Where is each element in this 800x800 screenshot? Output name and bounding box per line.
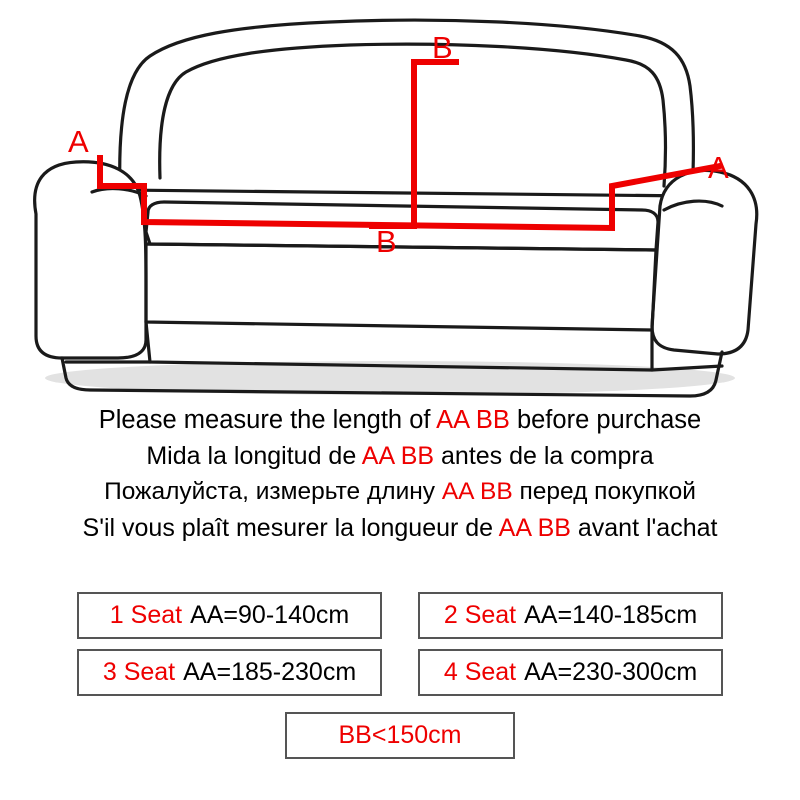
instruction-post-ru: перед покупкой bbox=[512, 478, 696, 505]
sofa-right-arm bbox=[652, 170, 757, 354]
seat-label-4: 4 Seat bbox=[443, 658, 517, 686]
instruction-pre-es: Mida la longitud de bbox=[146, 442, 362, 470]
label-a-right: A bbox=[708, 150, 729, 185]
instruction-line-fr bbox=[0, 510, 800, 546]
bb-note-box: BB<150cm bbox=[285, 712, 515, 759]
instruction-post-en: before purchase bbox=[509, 406, 702, 434]
seat-row-1 bbox=[0, 592, 800, 639]
instruction-line-es bbox=[0, 438, 800, 474]
instruction-highlight-es: AA BB bbox=[361, 442, 435, 470]
instruction-highlight-en: AA BB bbox=[436, 406, 510, 434]
instruction-highlight-fr: AA BB bbox=[498, 514, 571, 542]
instruction-highlight-ru: AA BB bbox=[441, 478, 513, 505]
seat-box-2 bbox=[418, 592, 723, 639]
label-b-bottom: B bbox=[376, 224, 397, 259]
seat-label-2: 2 Seat bbox=[443, 601, 517, 629]
label-b-top: B bbox=[432, 30, 453, 65]
instruction-line-ru bbox=[0, 474, 800, 510]
seat-label-1: 1 Seat bbox=[109, 601, 183, 629]
instruction-line-en bbox=[0, 402, 800, 438]
instruction-post-es: antes de la compra bbox=[434, 442, 654, 470]
seat-value-4: AA=230-300cm bbox=[524, 658, 698, 686]
seat-box-3 bbox=[77, 649, 382, 696]
seat-box-1 bbox=[77, 592, 382, 639]
sofa-seat-front bbox=[146, 244, 656, 330]
instruction-post-fr: avant l'achat bbox=[570, 514, 718, 542]
seat-label-3: 3 Seat bbox=[102, 658, 176, 686]
instruction-pre-fr: S'il vous plaît mesurer la longueur de bbox=[82, 514, 499, 542]
instruction-pre-ru: Пожалуйста, измерьте длину bbox=[104, 478, 442, 505]
seat-value-3: AA=185-230cm bbox=[183, 658, 357, 686]
label-a-left: A bbox=[68, 124, 89, 159]
instruction-block bbox=[0, 402, 800, 546]
seat-row-2 bbox=[0, 649, 800, 696]
sofa-backrest bbox=[120, 20, 694, 196]
instruction-pre-en: Please measure the length of bbox=[98, 406, 437, 434]
bb-note-row bbox=[0, 712, 800, 759]
seat-value-1: AA=90-140cm bbox=[190, 601, 350, 629]
seat-size-grid bbox=[0, 592, 800, 759]
seat-value-2: AA=140-185cm bbox=[524, 601, 698, 629]
seat-box-4 bbox=[418, 649, 723, 696]
